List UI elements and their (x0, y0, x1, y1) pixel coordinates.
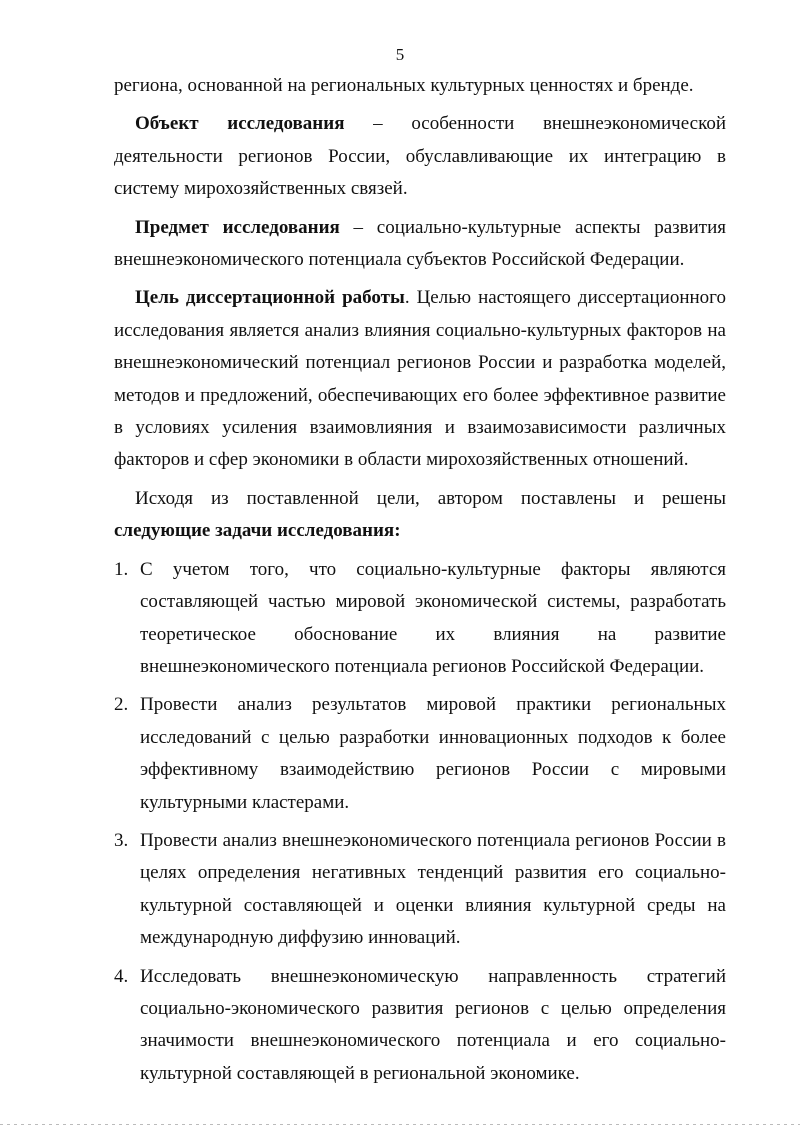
task-item (114, 825, 726, 955)
subject-text: – социально-культурные аспекты развития внешнеэкономического потенциала субъектов Российской Федерации. (114, 216, 726, 271)
tasks-intro-label: следующие задачи исследования: (114, 520, 401, 542)
task-number: 3. (114, 829, 129, 851)
scan-edge-divider (0, 1124, 800, 1125)
task-item (114, 554, 726, 684)
object-label: Объект исследования (135, 113, 345, 135)
continuation-paragraph: региона, основанной на региональных культурных ценностях и бренде. (114, 75, 694, 96)
goal-text: . Целью настоящего диссертационного исследования является анализ влияния социально-культурных факторов на внешнеэкономический потенциал регионов России и разработка моделей, методов и предложений, обеспечивающих его более эффективное развитие в условиях усиления взаимовлияния и взаимозависимости различных факторов и сфер экономики в области мирохозяйственных отношений. (114, 287, 726, 471)
task-number: 1. (114, 558, 129, 580)
object-text: – особенности внешнеэкономической деятельности регионов России, обуславливающие их интеграцию в систему мирохозяйственных связей. (114, 113, 727, 200)
page-content (114, 70, 726, 1096)
task-number: 2. (114, 694, 129, 716)
subject-label: Предмет исследования (135, 216, 340, 238)
task-text: Провести анализ внешнеэкономического потенциала регионов России в целях определения негативных тенденций развития его социально-культурной составляющей и оценки влияния культурной среды на международную диффузию инноваций. (140, 829, 726, 949)
task-text: Исследовать внешнеэкономическую направленность стратегий социально-экономического развития регионов с целью определения значимости внешнеэкономического потенциала и его социально-культурной составляющей в региональной экономике. (140, 965, 726, 1084)
task-text: Провести анализ результатов мировой практики региональных исследований с целью разработки инновационных подходов к более эффективному взаимодействию регионов России с мировыми культурными кластерами. (140, 694, 726, 813)
task-number: 4. (114, 965, 129, 987)
goal-paragraph (114, 282, 726, 476)
goal-label: Цель диссертационной работы (135, 287, 405, 309)
tasks-intro-paragraph (114, 483, 726, 548)
task-item (114, 689, 726, 819)
subject-paragraph (114, 212, 726, 277)
tasks-list (114, 554, 726, 1091)
tasks-intro-text: Исходя из поставленной цели, автором поставлены и решены (135, 487, 726, 509)
object-paragraph (114, 108, 726, 205)
task-item (114, 961, 726, 1091)
page-number: 5 (395, 45, 405, 64)
task-text: С учетом того, что социально-культурные факторы являются составляющей частью мировой экономической системы, разработать теоретическое обоснование их влияния на развитие внешнеэкономического потенциала регионов Российской Федерации. (140, 558, 726, 677)
